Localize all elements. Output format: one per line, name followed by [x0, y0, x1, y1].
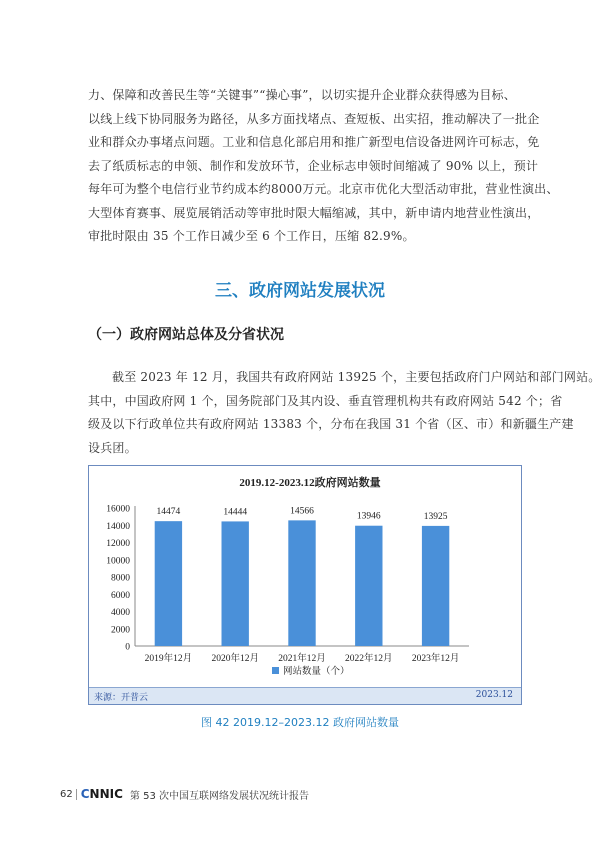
chart-title: 2019.12-2023.12政府网站数量 [239, 477, 381, 489]
data-label: 14566 [290, 506, 314, 517]
bar [355, 526, 382, 646]
y-tick-label: 16000 [106, 504, 130, 515]
y-tick-label: 4000 [111, 608, 130, 618]
cnnic-logo [81, 787, 123, 801]
legend-swatch [272, 667, 279, 674]
y-tick-label: 8000 [111, 573, 130, 584]
y-tick-label: 12000 [106, 539, 130, 549]
y-tick-label: 6000 [111, 590, 130, 601]
bar [288, 520, 315, 646]
paragraph-line: 力、保障和改善民生等“关键事”“操心事”，以切实提升企业群众获得感为目标、 [88, 88, 516, 102]
paragraph-2 [88, 366, 600, 460]
bar [155, 521, 182, 646]
y-tick-label: 0 [125, 642, 130, 653]
y-tick-label: 14000 [106, 521, 130, 532]
paragraph-line: 大型体育赛事、展览展销活动等审批时限大幅缩减，其中，新申请内地营业性演出， [88, 205, 540, 220]
paragraph-1 [88, 84, 559, 249]
legend-label: 网站数量（个） [283, 667, 350, 677]
paragraph-line: 业和群众办事堵点问题。工业和信息化部启用和推广新型电信设备进网许可标志，免 [88, 135, 540, 149]
bar [222, 521, 249, 646]
paragraph-line: 其中，中国政府网 1 个，国务院部门及其内设、垂直管理机构共有政府网站 542 个；省 [88, 393, 563, 408]
bar-chart [89, 466, 521, 688]
figure-caption: 图 42 2019.12–2023.12 政府网站数量 [201, 716, 399, 729]
x-tick-label: 2022年12月 [345, 654, 393, 664]
data-label: 13925 [423, 511, 448, 522]
paragraph-line: 级及以下行政单位共有政府网站 13383 个，分布在我国 31 个省（区、市）和新疆生产建 [88, 417, 574, 431]
paragraph-line: 截至 2023 年 12 月，我国共有政府网站 13925 个，主要包括政府门户网站和部门网站。 [112, 370, 600, 384]
paragraph-line: 去了纸质标志的申领、制作和发放环节，企业标志申领时间缩减了 90% 以上，预计 [88, 158, 539, 173]
footer-divider [76, 789, 77, 800]
section-title: 三、政府网站发展状况 [215, 281, 385, 301]
subsection-title: （一）政府网站总体及分省状况 [88, 327, 284, 343]
page-number: 62 [60, 788, 73, 800]
y-tick-label: 10000 [106, 556, 130, 567]
chart-container [88, 465, 522, 705]
chart-footer [89, 687, 521, 704]
data-label: 14444 [223, 507, 248, 518]
paragraph-line: 审批时限由 35 个工作日减少至 6 个工作日，压缩 82.9%。 [88, 229, 415, 243]
chart-date: 2023.12 [475, 690, 513, 700]
paragraph-line: 每年可为整个电信行业节约成本约8000万元。北京市优化大型活动审批，营业性演出、 [88, 182, 559, 196]
logo-accent: NNIC [89, 787, 123, 801]
bar [422, 526, 449, 646]
y-tick-label: 2000 [111, 625, 130, 636]
report-title: 第 53 次中国互联网络发展状况统计报告 [129, 790, 309, 802]
paragraph-line: 设兵团。 [88, 440, 137, 455]
x-tick-label: 2021年12月 [278, 654, 326, 664]
paragraph-line: 以线上线下协同服务为路径，从多方面找堵点、查短板、出实招，推动解决了一批企 [88, 111, 540, 126]
data-label: 13946 [356, 511, 381, 522]
x-tick-label: 2023年12月 [411, 654, 460, 664]
data-label: 14474 [156, 507, 181, 518]
logo-prefix: C [80, 787, 90, 801]
page-footer [60, 786, 309, 802]
chart-source: 来源：开普云 [94, 693, 149, 703]
x-tick-label: 2020年12月 [211, 654, 259, 664]
x-tick-label: 2019年12月 [144, 654, 193, 664]
